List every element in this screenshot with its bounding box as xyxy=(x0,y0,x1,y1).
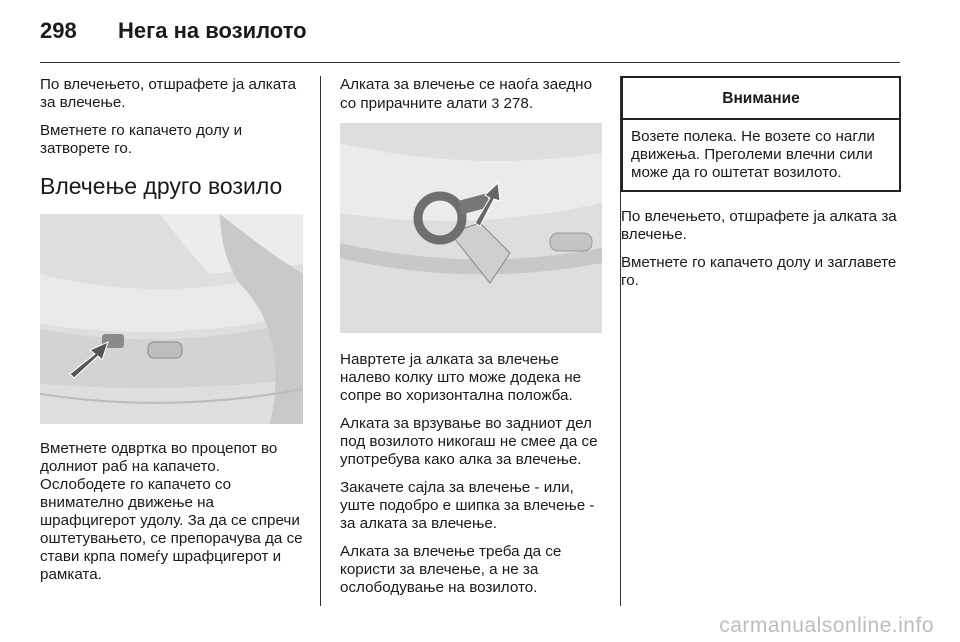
page-header xyxy=(40,18,307,48)
column-2 xyxy=(340,76,604,607)
warning-box xyxy=(621,76,901,192)
figure-bumper-cap xyxy=(40,214,303,424)
paragraph: Алката за влечење треба да се користи за влечење, а не за ослободување на возилото. xyxy=(340,543,562,596)
paragraph-text: 278. xyxy=(499,95,534,112)
column-1 xyxy=(40,76,305,594)
watermark: carmanualsonline.info xyxy=(719,614,934,637)
paragraph: По влечењето, отшрафете ја алката за влечење. xyxy=(621,208,897,243)
paragraph: Вметнете одвртка во процепот во долниот раб на капачето. Ослободете го капачето со внимателно движење на шрафцигерот удолу. За да се спречи оштетувањето, се препорачува да се стави крпа помеѓу шрафцигерот и рамката. xyxy=(40,440,303,583)
paragraph-text: Алката за влечење се наоѓа заедно со прирачните алати xyxy=(340,76,593,112)
paragraph: Вметнете го капачето долу и заглавете го. xyxy=(621,254,897,289)
warning-text: Возете полека. Не возете со нагли движења. Преголеми влечни сили може да го оштетат возилото. xyxy=(631,128,875,181)
page-title: Нега на возилото xyxy=(118,18,307,43)
section-heading: Влечење друго возило xyxy=(40,173,283,199)
figure-towing-eye xyxy=(340,123,602,333)
column-3 xyxy=(621,76,901,300)
page-number: 298 xyxy=(40,18,77,43)
paragraph: Закачете сајла за влечење - или, уште подобро е шипка за влечење - за алката за влечење. xyxy=(340,479,595,532)
paragraph xyxy=(340,76,604,113)
paragraph: По влечењето, отшрафете ја алката за влечење. xyxy=(40,76,297,111)
column-divider xyxy=(320,76,321,606)
header-rule xyxy=(40,62,900,63)
paragraph: Вметнете го капачето долу и затворете го. xyxy=(40,122,243,157)
warning-title: Внимание xyxy=(623,78,899,120)
paragraph: Навртете ја алката за влечење налево колку што може додека не сопре во хоризонтална положба. xyxy=(340,351,582,404)
paragraph: Алката за врзување во задниот дел под возилото никогаш не смее да се употребува како алка за влечење. xyxy=(340,415,598,468)
page-reference-icon: 3 xyxy=(491,95,500,111)
